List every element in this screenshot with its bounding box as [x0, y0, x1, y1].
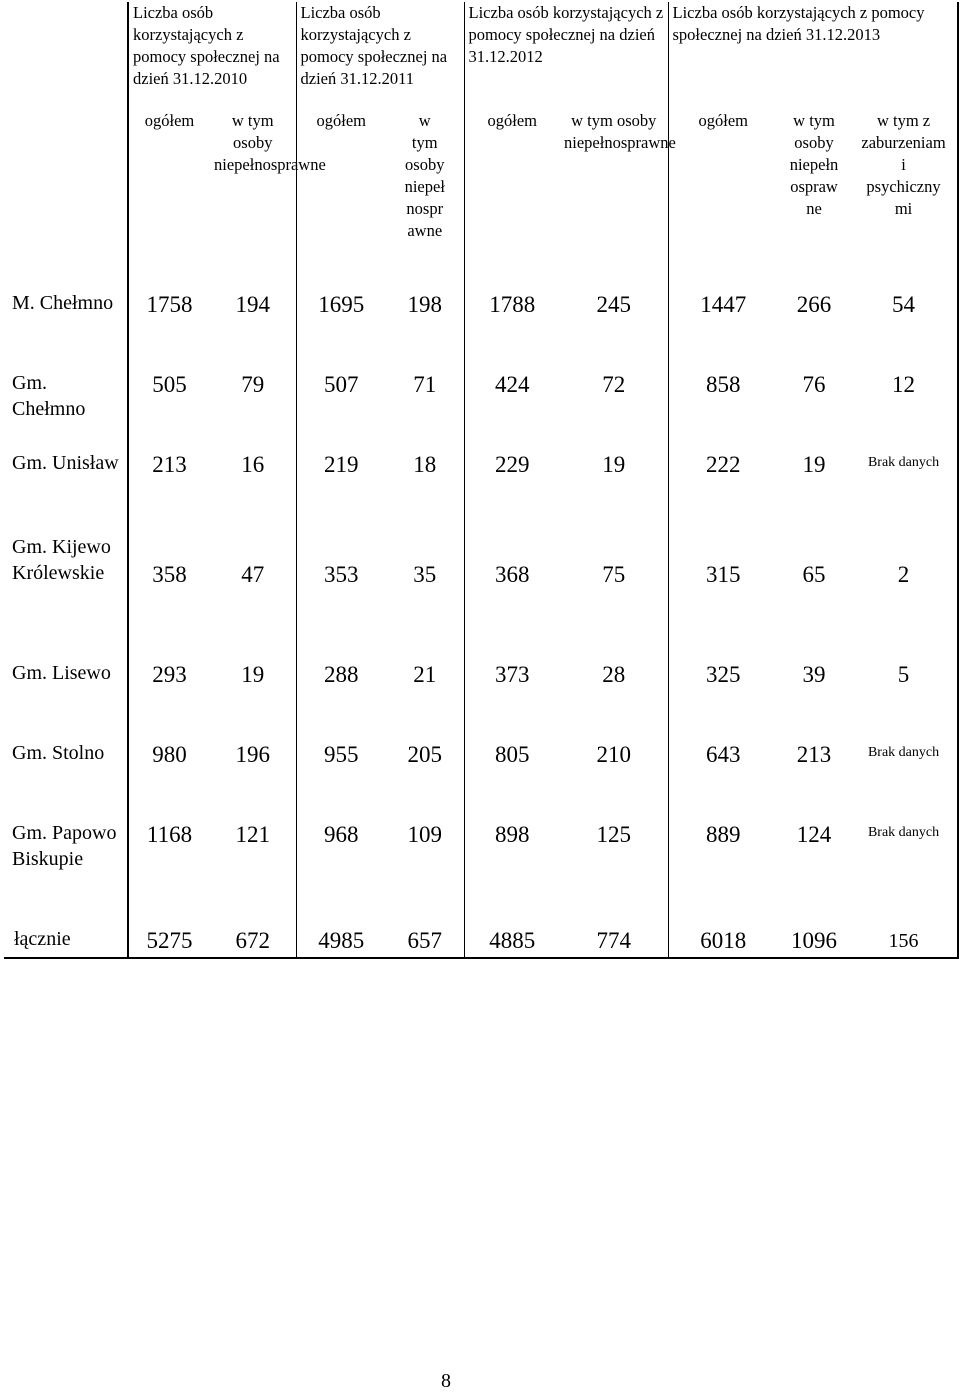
cell: 39 [802, 662, 826, 687]
cell: 373 [464, 660, 560, 740]
cell-no-data: Brak danych [850, 820, 958, 926]
total-cell: 672 [210, 926, 296, 958]
cell: 805 [464, 740, 560, 820]
table-row [4, 534, 958, 660]
cell: 315 [668, 534, 778, 660]
sub-zaburzenia-2013: w tym z zaburzeniami psychicznymi [850, 110, 958, 290]
cell: 1447 [668, 290, 778, 370]
sub-niepelno-2013: w tym osoby niepełnosprawne [789, 111, 839, 218]
total-cell: 657 [386, 926, 464, 958]
cell: 2 [850, 534, 958, 660]
cell: 47 [241, 562, 265, 587]
total-cell: 4985 [296, 926, 386, 958]
sub-ogolem-2010: ogółem [128, 110, 210, 290]
cell: 121 [235, 822, 270, 847]
cell: 505 [128, 370, 210, 450]
row-label: Gm. Stolno [12, 742, 105, 764]
cell: 18 [413, 452, 437, 477]
cell: 210 [596, 742, 632, 767]
cell: 288 [296, 660, 386, 740]
cell: 266 [796, 292, 832, 317]
total-cell: 6018 [668, 926, 778, 958]
cell: 196 [235, 742, 270, 767]
sub-ogolem-2012: ogółem [464, 110, 560, 290]
cell-no-data: Brak danych [850, 450, 958, 534]
cell: 12 [850, 370, 958, 450]
corner-cell-2 [4, 110, 128, 290]
row-label: Gm. Kijewo Królewskie [12, 536, 111, 584]
cell: 293 [128, 660, 210, 740]
total-row [4, 926, 958, 958]
cell: 1168 [128, 820, 210, 926]
cell: 219 [296, 450, 386, 534]
cell: 1758 [128, 290, 210, 370]
cell: 124 [796, 822, 832, 847]
cell: 19 [802, 452, 826, 477]
cell: 5 [850, 660, 958, 740]
cell: 28 [602, 662, 626, 687]
row-label: Gm. Lisewo [12, 662, 111, 684]
cell: 1788 [464, 290, 560, 370]
cell: 213 [128, 450, 210, 534]
sub-niepelno-2012: w tym osoby niepełnosprawne [564, 111, 676, 152]
cell: 79 [241, 372, 265, 397]
cell: 245 [596, 292, 632, 317]
cell: 194 [235, 292, 270, 317]
total-cell: 774 [560, 926, 668, 958]
row-label: Gm. Chełmno [12, 372, 86, 420]
cell: 222 [668, 450, 778, 534]
cell: 507 [296, 370, 386, 450]
cell: 889 [668, 820, 778, 926]
header-2010: Liczba osób korzystających z pomocy społecznej na dzień 31.12.2010 [128, 2, 296, 110]
cell: 109 [407, 822, 442, 847]
cell: 353 [296, 534, 386, 660]
cell: 125 [596, 822, 632, 847]
cell: 968 [296, 820, 386, 926]
table-row [4, 450, 958, 534]
cell: 21 [413, 662, 437, 687]
cell: 980 [128, 740, 210, 820]
cell: 54 [850, 290, 958, 370]
total-cell: 5275 [128, 926, 210, 958]
cell: 72 [602, 372, 626, 397]
cell: 213 [796, 742, 832, 767]
cell: 71 [413, 372, 437, 397]
table-row [4, 370, 958, 450]
cell: 1695 [296, 290, 386, 370]
cell: 955 [296, 740, 386, 820]
sub-ogolem-2011: ogółem [296, 110, 386, 290]
cell: 858 [668, 370, 778, 450]
table-row [4, 660, 958, 740]
cell: 229 [464, 450, 560, 534]
cell: 75 [602, 562, 626, 587]
table-row [4, 290, 958, 370]
sub-niepelno-2011: w tym osoby niepełnosprawne [404, 111, 445, 240]
page-number: 8 [441, 1370, 451, 1392]
cell: 358 [128, 534, 210, 660]
total-cell: 4885 [464, 926, 560, 958]
total-label: łącznie [4, 926, 128, 958]
corner-cell [4, 2, 128, 110]
statistics-table [4, 2, 959, 959]
cell: 65 [802, 562, 826, 587]
cell: 325 [668, 660, 778, 740]
cell-no-data: Brak danych [850, 740, 958, 820]
cell: 76 [802, 372, 826, 397]
header-2013: Liczba osób korzystających z pomocy społecznej na dzień 31.12.2013 [668, 2, 958, 110]
cell: 19 [241, 662, 265, 687]
header-2011: Liczba osób korzystających z pomocy społecznej na dzień 31.12.2011 [296, 2, 464, 110]
row-label: M. Chełmno [12, 292, 114, 314]
cell: 35 [413, 562, 437, 587]
cell: 16 [241, 452, 265, 477]
cell: 205 [407, 742, 442, 767]
table-row [4, 740, 958, 820]
cell: 898 [464, 820, 560, 926]
cell: 643 [668, 740, 778, 820]
row-label: Gm. Papowo Biskupie [12, 822, 117, 870]
header-2012: Liczba osób korzystających z pomocy społecznej na dzień 31.12.2012 [464, 2, 668, 110]
sub-niepelno-2010: w tym osoby niepełnosprawne [214, 111, 326, 174]
cell: 424 [464, 370, 560, 450]
cell: 19 [602, 452, 626, 477]
cell: 198 [407, 292, 442, 317]
sub-ogolem-2013: ogółem [668, 110, 778, 290]
row-label: Gm. Unisław [12, 452, 119, 474]
total-cell: 156 [850, 926, 958, 958]
table-row [4, 820, 958, 926]
cell: 368 [464, 534, 560, 660]
total-cell: 1096 [778, 926, 850, 958]
